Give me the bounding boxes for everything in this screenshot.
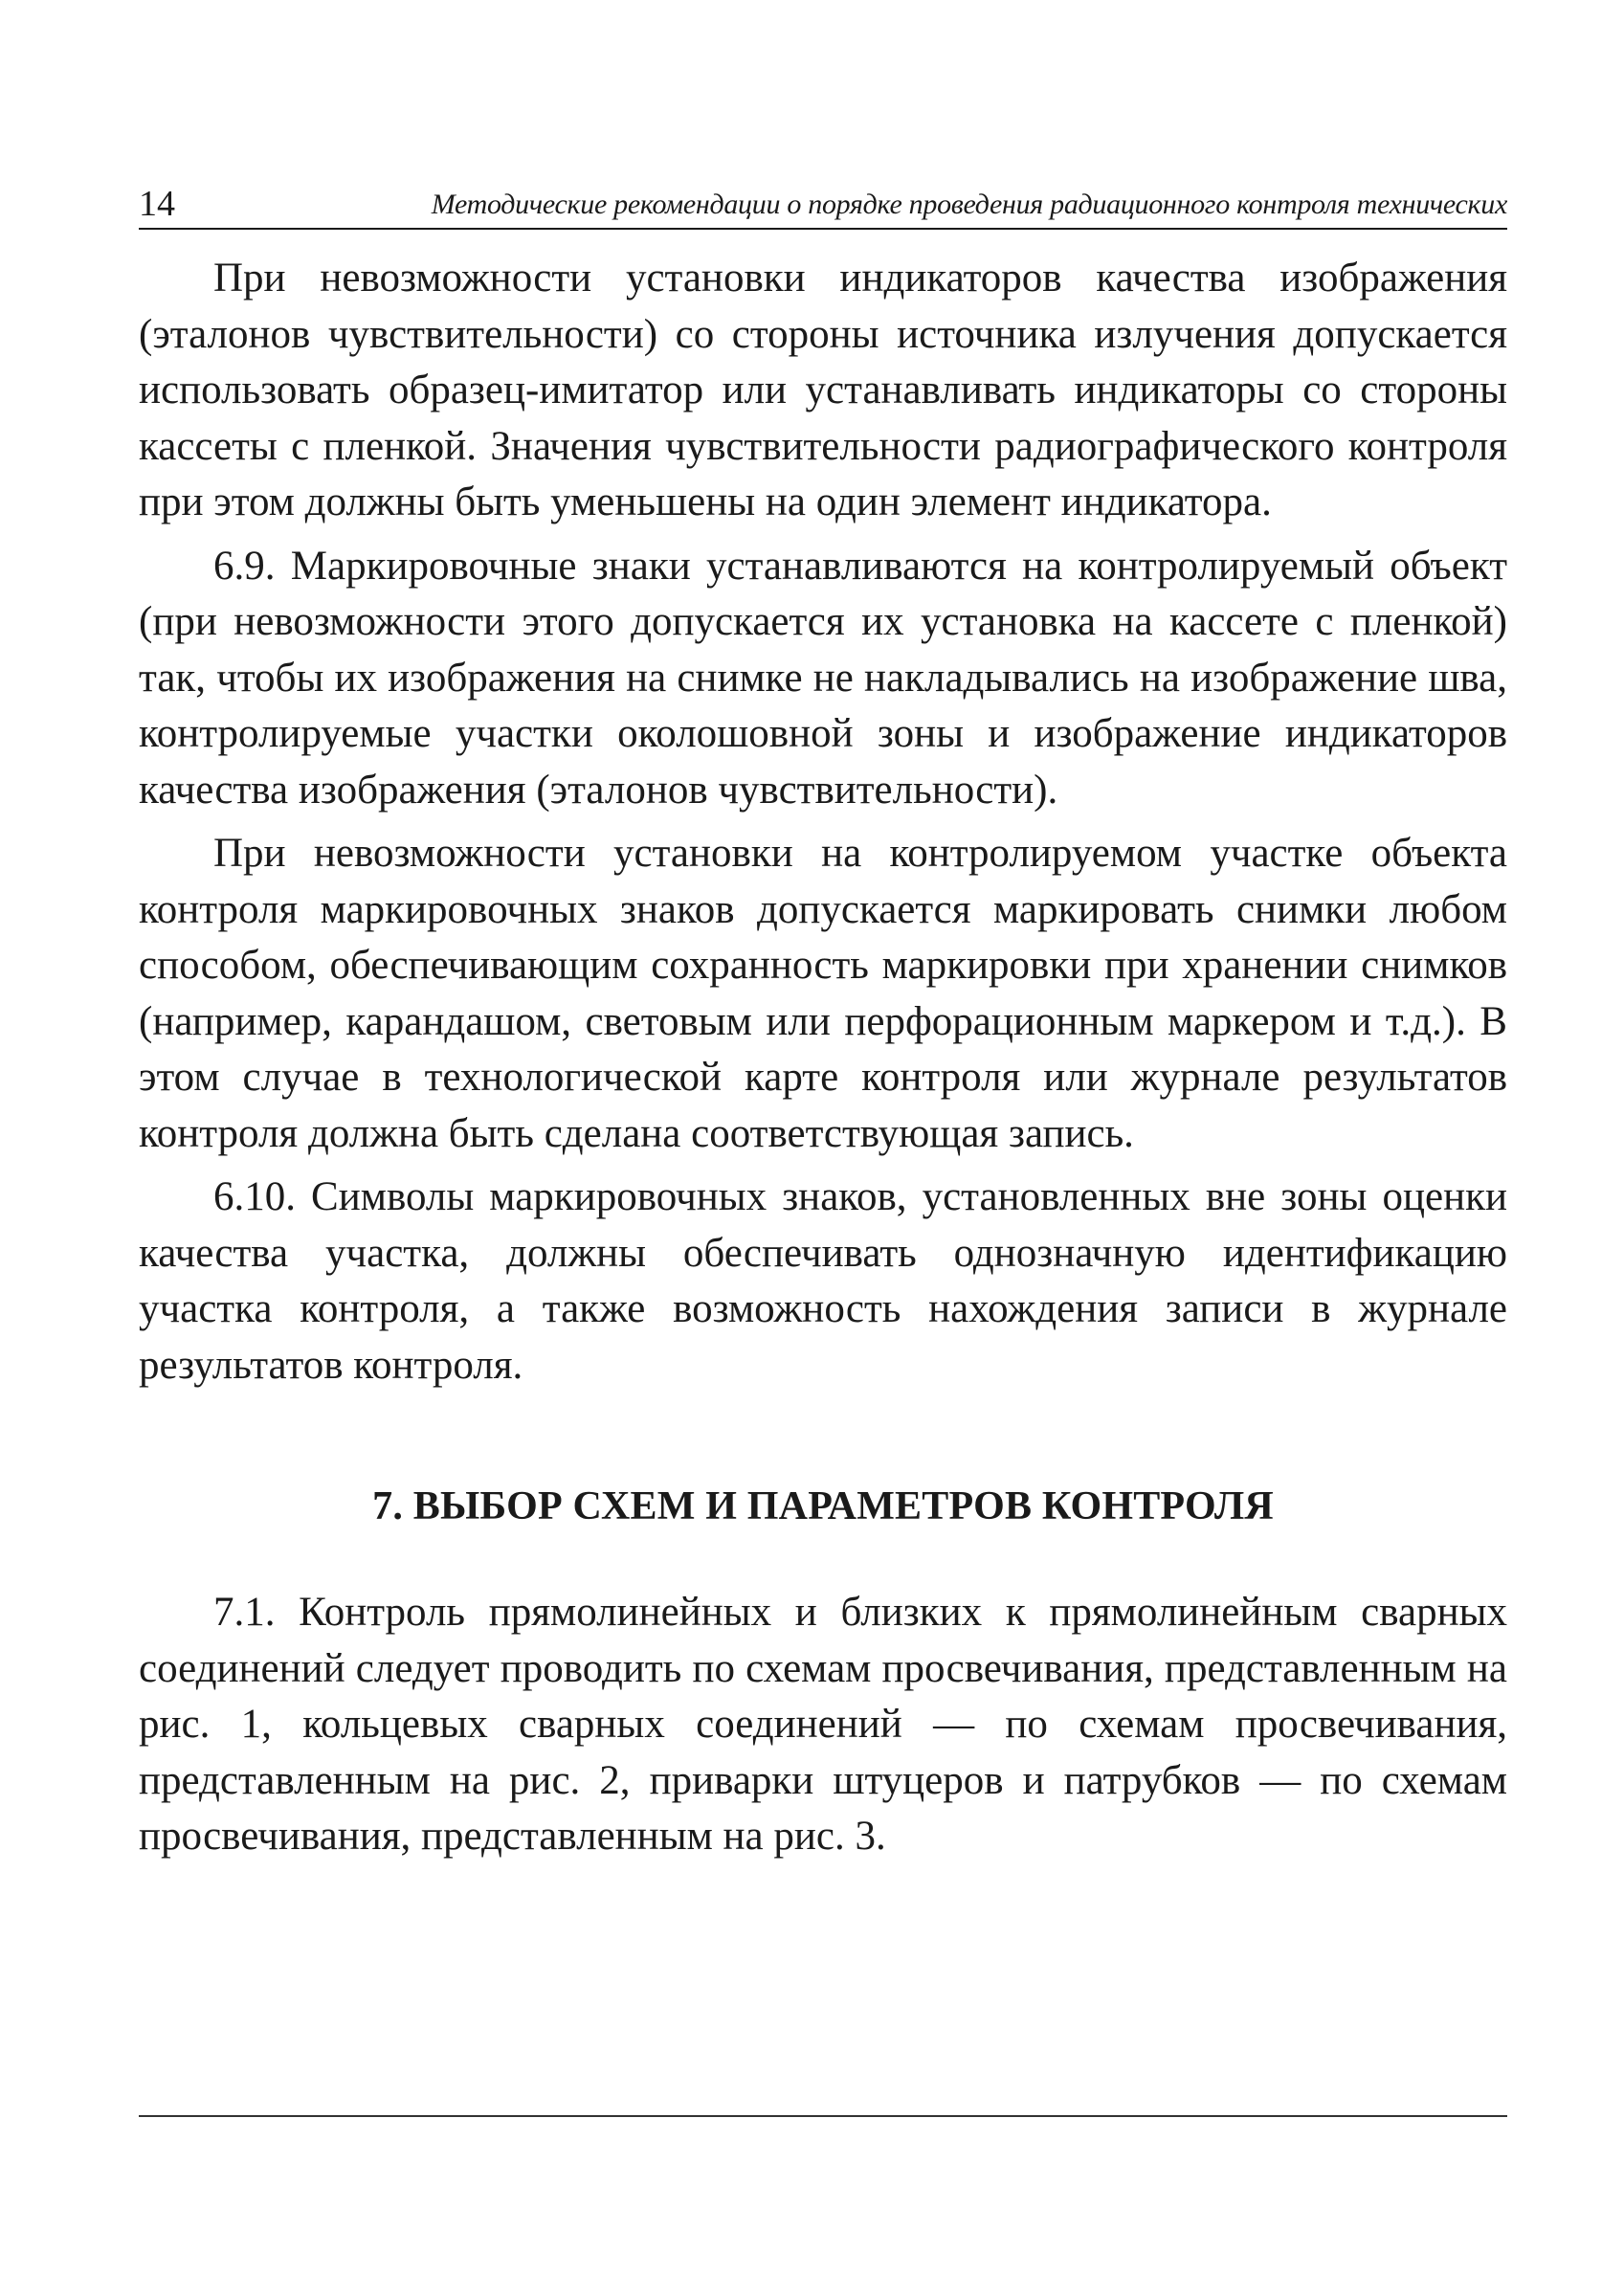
- footer-rule: [139, 2115, 1507, 2117]
- body-text: [139, 251, 1507, 1865]
- paragraph-7-1: 7.1. Контроль прямолинейных и близких к прямолинейным сварных соединений следует проводить по схемам просвечивания, представленным на рис. 1, кольцевых сварных соединений — по схемам просвечивания, представленным на рис. 2, приварки штуцеров и патрубков — по схемам просвечивания, представленным на рис. 3.: [139, 1590, 1507, 1859]
- paragraph-marking-alternative: При невозможности установки на контролируемом участке объекта контроля маркировочных знаков допускается маркировать снимки любом способом, обеспечивающим сохранность маркировки при хранении снимков (например, карандашом, световым или перфорационным маркером и т.д.). В этом случае в технологической карте контроля или журнале результатов контроля должна быть сделана соответствующая запись.: [139, 831, 1507, 1156]
- paragraph-6-9: 6.9. Маркировочные знаки устанавливаются на контролируемый объект (при невозможности этого допускается их установка на кассете с пленкой) так, чтобы их изображения на снимке не накладывались на изображение шва, контролируемые участки околошовной зоны и изображение индикаторов качества изображения (эталонов чувствительности).: [139, 543, 1507, 813]
- page-number: 14: [139, 184, 175, 224]
- section-heading: 7. ВЫБОР СХЕМ И ПАРАМЕТРОВ КОНТРОЛЯ: [372, 1484, 1274, 1528]
- running-header: [139, 182, 1507, 230]
- running-title: Методические рекомендации о порядке проведения радиационного контроля технических: [431, 189, 1507, 220]
- paragraph-6-10: 6.10. Символы маркировочных знаков, установленных вне зоны оценки качества участка, должны обеспечивать однозначную идентификацию участка контроля, а также возможность нахождения записи в журнале результатов контроля.: [139, 1174, 1507, 1388]
- paragraph-indicator-placement: При невозможности установки индикаторов качества изображения (эталонов чувствительности) со стороны источника излучения допускается использовать образец-имитатор или устанавливать индикаторы со стороны кассеты с пленкой. Значения чувствительности радиографического контроля при этом должны быть уменьшены на один элемент индикатора.: [139, 256, 1507, 524]
